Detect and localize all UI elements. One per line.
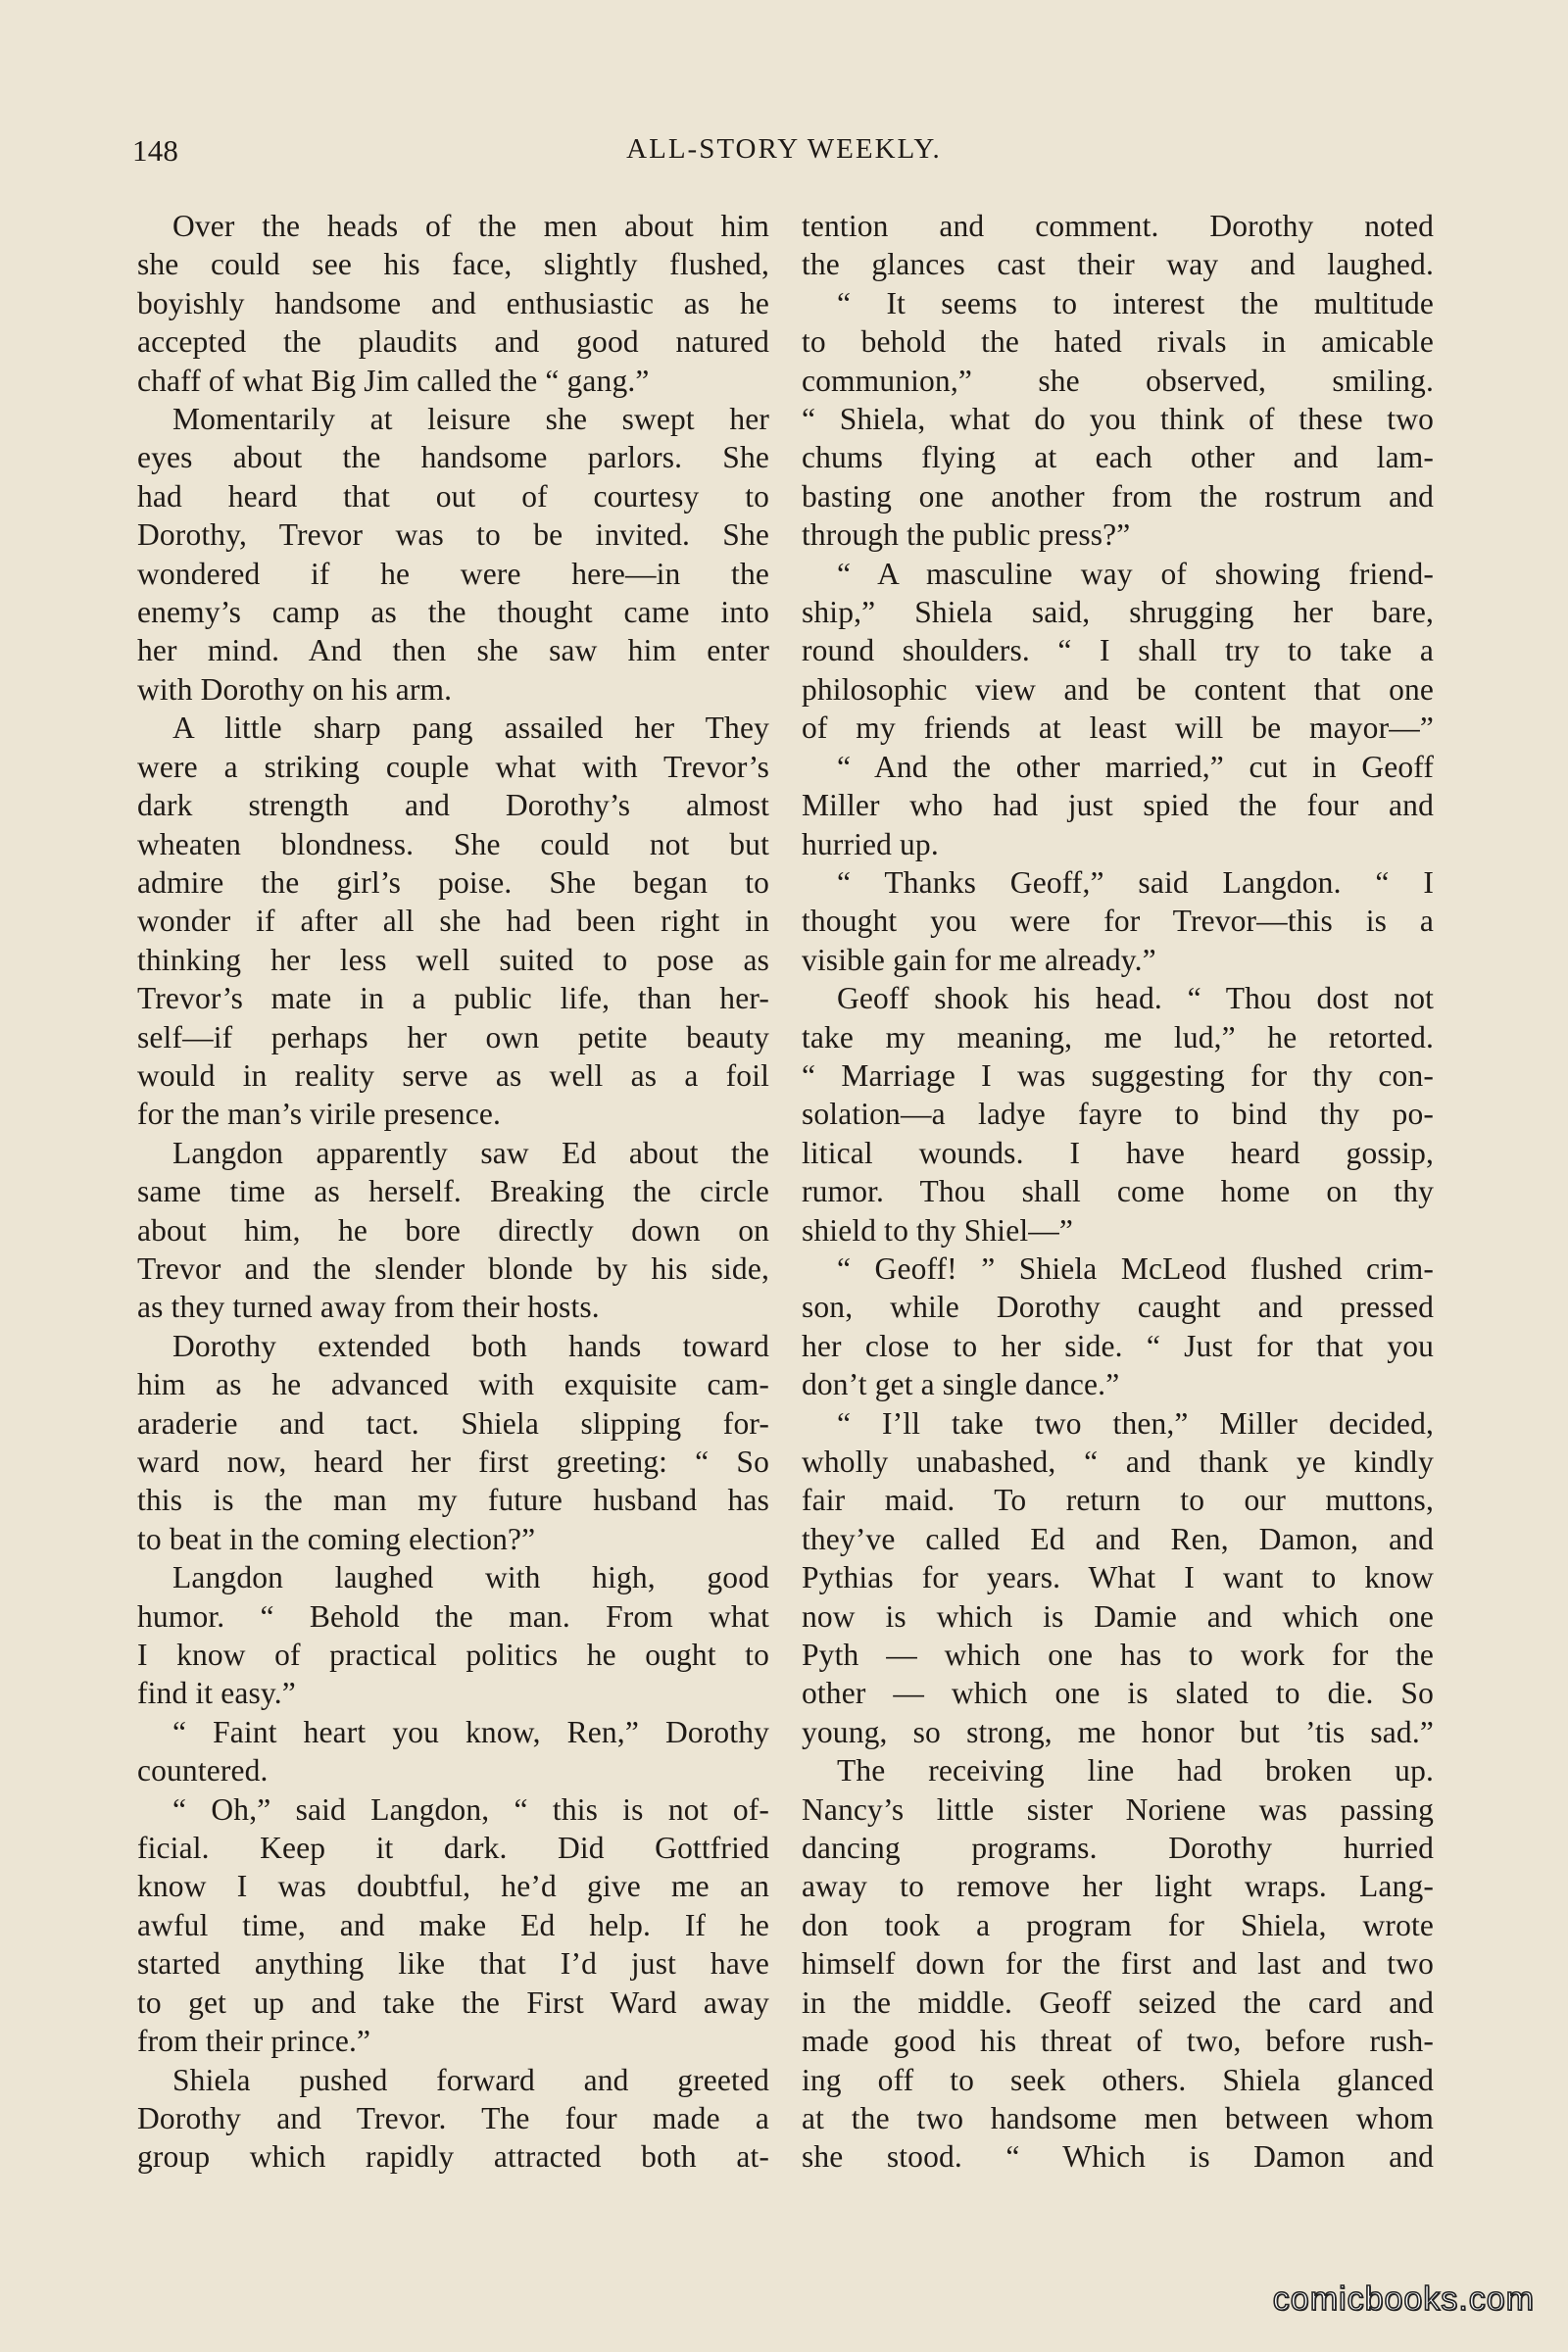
text-line: him as he advanced with exquisite cam-: [137, 1367, 769, 1402]
text-line: as they turned away from their hosts.: [137, 1290, 600, 1325]
text-line: wheaten blondness. She could not but: [137, 826, 769, 861]
text-line: started anything like that I’d just have: [137, 1946, 769, 1982]
text-line: Langdon apparently saw Ed about the: [172, 1135, 769, 1170]
text-line: “ I’ll take two then,” Miller decided,: [837, 1405, 1434, 1441]
text-line: her mind. And then she saw him enter: [137, 633, 769, 668]
text-line: Miller who had just spied the four and: [802, 788, 1434, 823]
text-line: shield to thy Shiel—”: [802, 1212, 1074, 1248]
text-line: the glances cast their way and laughed.: [802, 247, 1434, 282]
text-line: “ And the other married,” cut in Geoff: [837, 749, 1434, 784]
text-line: wondered if he were here—in the: [137, 556, 769, 591]
text-line: she could see his face, slightly flushed,: [137, 247, 769, 282]
text-line: don took a program for Shiela, wrote: [802, 1907, 1434, 1942]
text-line: tention and comment. Dorothy noted: [802, 209, 1434, 243]
text-line: don’t get a single dance.”: [802, 1367, 1120, 1402]
text-line: enemy’s camp as the thought came into: [137, 595, 769, 630]
site-watermark: comicbooks.com: [1272, 2280, 1535, 2318]
text-line: ship,” Shiela said, shrugging her bare,: [802, 595, 1434, 630]
page-number: 148: [132, 133, 179, 168]
text-line: in the middle. Geoff seized the card and: [802, 1984, 1434, 2020]
text-line: know I was doubtful, he’d give me an: [137, 1869, 769, 1904]
text-line: solation—a ladye fayre to bind thy po-: [802, 1097, 1434, 1132]
text-line: Trevor’s mate in a public life, than her-: [137, 981, 769, 1016]
text-line: rumor. Thou shall come home on thy: [802, 1174, 1434, 1209]
text-line: were a striking couple what with Trevor’s: [137, 749, 769, 784]
text-line: of my friends at least will be mayor—”: [802, 710, 1434, 746]
text-line: Dorothy extended both hands toward: [172, 1328, 769, 1363]
text-line: “ It seems to interest the multitude: [837, 285, 1434, 320]
text-line: to get up and take the First Ward away: [137, 1984, 769, 2020]
text-line: Dorothy, Trevor was to be invited. She: [137, 517, 769, 553]
text-line: “ A masculine way of showing friend-: [837, 556, 1434, 591]
text-line: dark strength and Dorothy’s almost: [137, 788, 769, 823]
text-line: had heard that out of courtesy to: [137, 478, 769, 514]
text-line: made good his threat of two, before rush-: [802, 2024, 1434, 2059]
text-line: to behold the hated rivals in amicable: [802, 324, 1434, 360]
text-line: accepted the plaudits and good natured: [137, 324, 769, 360]
text-line: Langdon laughed with high, good: [172, 1560, 769, 1595]
text-line: group which rapidly attracted both at-: [137, 2139, 769, 2175]
text-line: Pythias for years. What I want to know: [802, 1560, 1434, 1595]
text-line: “ Oh,” said Langdon, “ this is not of-: [172, 1791, 769, 1827]
left-text-column: [137, 207, 769, 2177]
text-line: “ Shiela, what do you think of these two: [802, 402, 1434, 437]
text-line: to beat in the coming election?”: [137, 1521, 536, 1556]
text-line: I know of practical politics he ought to: [137, 1638, 769, 1673]
text-line: wonder if after all she had been right in: [137, 904, 769, 939]
text-line: through the public press?”: [802, 517, 1131, 553]
text-line: “ Marriage I was suggesting for thy con-: [802, 1057, 1434, 1093]
text-line: communion,” she observed, smiling.: [802, 363, 1434, 398]
text-line: for the man’s virile presence.: [137, 1097, 501, 1132]
text-line: find it easy.”: [137, 1676, 296, 1711]
text-line: eyes about the handsome parlors. She: [137, 440, 769, 475]
text-line: other — which one is slated to die. So: [802, 1676, 1434, 1711]
text-line: litical wounds. I have heard gossip,: [802, 1135, 1434, 1170]
text-line: araderie and tact. Shiela slipping for-: [137, 1405, 769, 1441]
text-line: at the two handsome men between whom: [802, 2100, 1434, 2135]
text-line: A little sharp pang assailed her They: [172, 710, 769, 746]
text-line: Dorothy and Trevor. The four made a: [137, 2100, 769, 2135]
text-line: dancing programs. Dorothy hurried: [802, 1831, 1434, 1866]
right-text-column: [802, 207, 1434, 2177]
text-line: same time as herself. Breaking the circle: [137, 1174, 769, 1209]
text-line: awful time, and make Ed help. If he: [137, 1907, 769, 1942]
text-line: “ Faint heart you know, Ren,” Dorothy: [172, 1714, 769, 1749]
text-line: Trevor and the slender blonde by his side,: [137, 1250, 769, 1286]
text-line: take my meaning, me lud,” he retorted.: [802, 1019, 1434, 1054]
text-line: admire the girl’s poise. She began to: [137, 864, 769, 900]
text-line: hurried up.: [802, 826, 939, 861]
text-line: Pyth — which one has to work for the: [802, 1638, 1434, 1673]
text-line: from their prince.”: [137, 2024, 371, 2059]
text-line: with Dorothy on his arm.: [137, 671, 453, 707]
text-line: fair maid. To return to our muttons,: [802, 1483, 1434, 1518]
text-line: round shoulders. “ I shall try to take a: [802, 633, 1434, 668]
text-line: chums flying at each other and lam-: [802, 440, 1434, 475]
text-line: Over the heads of the men about him: [172, 209, 769, 243]
text-line: Nancy’s little sister Noriene was passing: [802, 1791, 1434, 1827]
text-line: son, while Dorothy caught and pressed: [802, 1290, 1434, 1325]
text-line: this is the man my future husband has: [137, 1483, 769, 1518]
text-line: chaff of what Big Jim called the “ gang.”: [137, 363, 650, 398]
text-line: humor. “ Behold the man. From what: [137, 1598, 769, 1634]
text-line: she stood. “ Which is Damon and: [802, 2139, 1434, 2175]
text-line: wholly unabashed, “ and thank ye kindly: [802, 1445, 1434, 1479]
text-line: basting one another from the rostrum and: [802, 478, 1434, 514]
page-header: [132, 133, 1436, 176]
text-line: “ Geoff! ” Shiela McLeod flushed crim-: [837, 1250, 1434, 1286]
text-line: boyishly handsome and enthusiastic as he: [137, 285, 769, 320]
text-line: thought you were for Trevor—this is a: [802, 904, 1434, 939]
text-line: young, so strong, me honor but ’tis sad.”: [802, 1714, 1434, 1749]
text-line: ward now, heard her first greeting: “ So: [137, 1445, 769, 1479]
text-line: now is which is Damie and which one: [802, 1598, 1434, 1634]
text-line: ficial. Keep it dark. Did Gottfried: [137, 1831, 769, 1866]
text-line: “ Thanks Geoff,” said Langdon. “ I: [837, 864, 1434, 900]
text-line: Shiela pushed forward and greeted: [172, 2062, 769, 2097]
text-line: self—if perhaps her own petite beauty: [137, 1019, 769, 1054]
text-line: The receiving line had broken up.: [837, 1753, 1434, 1788]
text-line: would in reality serve as well as a foil: [137, 1057, 769, 1093]
text-line: they’ve called Ed and Ren, Damon, and: [802, 1521, 1434, 1556]
text-line: thinking her less well suited to pose as: [137, 942, 769, 977]
text-line: visible gain for me already.”: [802, 942, 1156, 977]
text-line: philosophic view and be content that one: [802, 671, 1434, 707]
text-line: ing off to seek others. Shiela glanced: [802, 2062, 1434, 2097]
text-line: away to remove her light wraps. Lang-: [802, 1869, 1434, 1904]
text-line: countered.: [137, 1753, 269, 1788]
running-head-title: ALL-STORY WEEKLY.: [626, 133, 942, 165]
text-line: her close to her side. “ Just for that you: [802, 1328, 1434, 1363]
text-line: about him, he bore directly down on: [137, 1212, 769, 1248]
text-line: himself down for the first and last and two: [802, 1946, 1434, 1982]
text-line: Geoff shook his head. “ Thou dost not: [837, 981, 1434, 1016]
text-line: Momentarily at leisure she swept her: [172, 402, 769, 437]
